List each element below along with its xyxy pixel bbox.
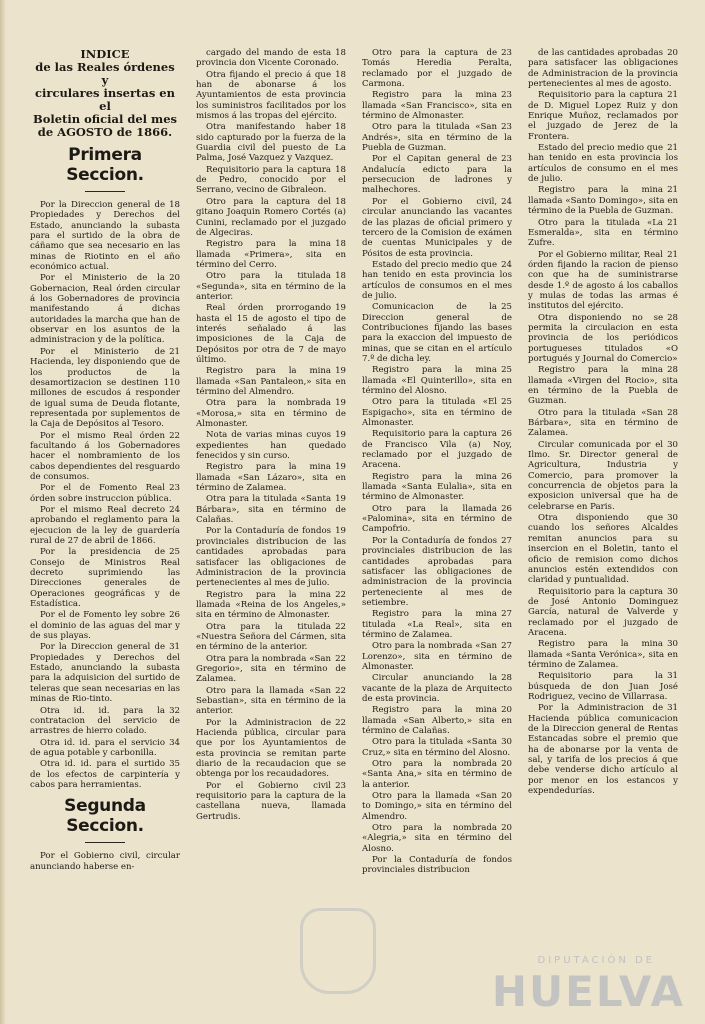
entry-page-number: 31 <box>667 671 678 682</box>
entry-page-number: 23 <box>501 90 512 101</box>
entry-page-number: 22 <box>335 589 346 600</box>
index-entry <box>362 705 512 736</box>
index-entry <box>362 90 512 121</box>
entry-text: Otra id. id. para la contratacion del servicio de arrastres de hierro colado. <box>30 705 180 737</box>
entry-text: Por el Ministerio de Hacienda, ley disponiendo que de los productos de la desamortizacion se destinen 110 millones de escudos á responder de igual suma de Deuda flotante, representada por suplementos de la Caja de Depósitos al Tesoro. <box>30 346 180 430</box>
index-entry <box>196 494 346 525</box>
entry-page-number: 27 <box>501 641 512 652</box>
index-entry <box>196 654 346 685</box>
entry-page-number: 25 <box>501 302 512 313</box>
entry-text: Nota de varias minas cuyos expedientes han quedado fenecidos y sin curso. <box>196 430 346 462</box>
entry-text: Por la Direccion general de Propiedades y Derechos del Estado, anunciando la subasta para la adquisicion del surtido de teleras que sean necesarias en las minas de Rio-tinto. <box>30 642 180 705</box>
index-entry <box>362 673 512 704</box>
index-entry <box>362 791 512 822</box>
heading-line-3: circulares insertas en el <box>35 86 175 113</box>
index-entry <box>30 610 180 641</box>
page-edge <box>0 0 6 1024</box>
index-entry <box>362 154 512 195</box>
entry-text: Registro para la mina titulada «La Real», sita en término de Zalamea. <box>362 609 512 640</box>
entry-text: Por el mismo Real decreto aprobando el reglamento para la ejecucion de la ley de guardería rural de 27 de abril de 1866. <box>30 504 180 546</box>
entry-page-number: 25 <box>501 365 512 376</box>
entry-text: cargado del mando de esta provincia don Vicente Coronado. <box>196 48 339 69</box>
entry-text: Otro para la titulada «El Espigacho», sita en término de Almonaster. <box>362 397 512 429</box>
entry-page-number: 21 <box>667 185 678 196</box>
entries-col1-segunda <box>30 851 180 872</box>
entry-text: Otro para la titulada «San Bárbara», sita en término de Zalamea. <box>528 407 678 439</box>
entry-page-number: 23 <box>169 483 180 494</box>
entry-page-number: 18 <box>335 122 346 133</box>
watermark-subtitle: DIPUTACIÓN DE <box>537 955 655 966</box>
entry-page-number: 28 <box>667 365 678 376</box>
entry-page-number: 27 <box>501 609 512 620</box>
entry-page-number: 18 <box>335 239 346 250</box>
index-entry <box>196 462 346 493</box>
index-entry <box>362 302 512 364</box>
index-entry <box>362 472 512 503</box>
entries-col1-primera <box>30 200 180 790</box>
entry-text: Por el Gobierno civil, circular anunciando haberse en- <box>30 851 180 872</box>
entry-page-number: 21 <box>667 143 678 154</box>
index-entry <box>362 365 512 396</box>
index-entry <box>30 642 180 704</box>
index-entry <box>30 273 180 345</box>
index-entry <box>196 686 346 717</box>
entry-text: Por el Gobierno militar, Real órden fijando la racion de pienso con que ha de suministrarse desde 1.º de agosto á los caballos y mulas de todas las armas é institutos del ejército. <box>528 249 678 312</box>
entry-text: Por el de Fomento Real órden sobre instruccion pública. <box>30 483 172 504</box>
index-entry <box>30 706 180 737</box>
index-entry <box>30 483 180 504</box>
entry-page-number: 22 <box>335 653 346 664</box>
index-entry <box>528 703 678 796</box>
entry-page-number: 18 <box>335 69 346 80</box>
entry-page-number: 19 <box>335 494 346 505</box>
heading-line-2: de las Reales órdenes y <box>35 60 175 87</box>
index-entry <box>362 536 512 608</box>
entry-text: Otro para la titulada «La Esmeralda», sita en término Zufre. <box>528 217 678 249</box>
entry-page-number: 28 <box>501 673 512 684</box>
entry-page-number: 25 <box>169 547 180 558</box>
index-entry <box>196 526 346 588</box>
index-entry <box>528 250 678 312</box>
entry-text: Por el Capitan general de Andalucía edicto para la persecucion de ladrones y malhechores. <box>362 154 512 196</box>
index-entry <box>196 366 346 397</box>
entry-text: Estado del precio medio que han tenido en esta provincia los artículos de consumo en el mes de julio. <box>528 143 678 185</box>
index-entry <box>196 590 346 621</box>
index-entry <box>528 365 678 406</box>
index-entry <box>362 504 512 535</box>
index-entry <box>30 759 180 790</box>
entries-col4 <box>528 48 678 796</box>
entry-text: Otra id. id. para el surtido de los efectos de carpintería y cabos para herramientas. <box>30 759 180 790</box>
heading-line-1: INDICE <box>80 47 130 61</box>
entry-page-number: 19 <box>335 398 346 409</box>
entry-text: Requisitorio para la búsqueda de don Juan José Rodriguez, vecino de Villarrasa. <box>528 671 678 702</box>
index-entry <box>362 197 512 259</box>
entry-page-number: 20 <box>667 48 678 58</box>
column-2 <box>196 48 346 823</box>
entry-page-number: 20 <box>501 791 512 802</box>
entry-page-number: 30 <box>501 737 512 748</box>
entry-page-number: 18 <box>169 200 180 210</box>
column-4 <box>528 48 678 797</box>
index-entry <box>196 197 346 238</box>
index-entry <box>362 122 512 153</box>
entry-page-number: 19 <box>335 462 346 473</box>
entry-text: Otro para la titulada «Segunda», sita en término de la anterior. <box>196 271 346 302</box>
entry-page-number: 30 <box>667 513 678 524</box>
entry-page-number: 21 <box>169 346 180 357</box>
index-page <box>22 40 690 1010</box>
entry-page-number: 24 <box>501 259 512 270</box>
entry-text: Requisitorio para la captura de D. Miguel Lopez Ruiz y don Enrique Muñoz, reclamados por el juzgado de Jerez de la Frontera. <box>528 90 678 142</box>
entry-text: Otra para la titulada «Santa Bárbara», sita en término de Calañas. <box>196 494 346 526</box>
entry-text: Otra id. id. para el servicio de agua potable y carbonilla. <box>30 737 166 758</box>
entry-page-number: 19 <box>335 526 346 537</box>
entry-page-number: 18 <box>335 196 346 207</box>
entry-page-number: 23 <box>501 122 512 133</box>
index-heading <box>30 48 180 139</box>
entry-text: Otra fijando el precio á que han de abonarse á los Ayuntamientos de esta provincia los suministros facilitados por los mismos á las tropas del ejército. <box>196 69 346 122</box>
index-entry <box>196 48 346 69</box>
entry-text: Registro para la mina llamada «Santo Domingo», sita en término de la Puebla de Guzman. <box>528 185 678 217</box>
entry-page-number: 31 <box>667 703 678 714</box>
divider <box>85 842 125 843</box>
index-entry <box>196 239 346 270</box>
entry-text: Registro para la mina llamada «El Quinterillo», sita en término del Alosno. <box>362 365 512 396</box>
entry-text: Registro para la mina llamada «Santa Verónica», sita en término de Zalamea. <box>528 639 678 670</box>
entry-text: de las cantidades aprobadas para satisfacer las obligaciones de Administracion de la provincia pertenecientes al mes de agosto. <box>528 48 678 90</box>
entry-page-number: 22 <box>335 621 346 632</box>
index-entry <box>30 547 180 609</box>
section-title-segunda: Segunda Seccion. <box>64 796 146 837</box>
entry-text: Estado del precio medio que han tenido en esta provincia los artículos de consumos en el mes de julio. <box>362 259 512 301</box>
entry-page-number: 18 <box>335 164 346 175</box>
entry-page-number: 25 <box>501 397 512 408</box>
entry-page-number: 20 <box>169 273 180 284</box>
entry-page-number: 26 <box>501 429 512 440</box>
entry-page-number: 26 <box>501 471 512 482</box>
entries-col3 <box>362 48 512 876</box>
entry-text: Circular anunciando la vacante de la plaza de Arquitecto de esta provincia. <box>362 673 512 704</box>
entry-page-number: 23 <box>501 48 512 58</box>
entry-text: Otro para la nombrada «Santa Ana,» sita en término de la anterior. <box>362 759 512 790</box>
index-entry <box>196 271 346 302</box>
index-entry <box>30 431 180 483</box>
index-entry <box>362 641 512 672</box>
index-entry <box>528 671 678 702</box>
index-entry <box>362 759 512 790</box>
index-entry <box>528 48 678 89</box>
entry-page-number: 22 <box>169 430 180 441</box>
index-entry <box>196 122 346 163</box>
entry-text: Por la Administracion de Hacienda pública comunicacion de la Direccion general de Rentas Estancadas sobre el premio que ha de abonarse por la venta de sal, y tarifa de los precios á que debe venderse dicho artículo al por menor en los estancos y expendedurías. <box>528 703 678 797</box>
entry-text: Registro para la mina llamada «San Pantaleon,» sita en término del Almendro. <box>196 366 346 397</box>
index-entry <box>528 513 678 585</box>
entry-text: Por la Contaduría de fondos provinciales distribucion <box>362 855 512 876</box>
index-entry <box>362 48 512 89</box>
entry-page-number: 32 <box>169 705 180 716</box>
entry-page-number: 24 <box>169 504 180 515</box>
entry-text: Otro para la captura de Tomás Heredia Peralta, reclamado por el juzgado de Carmona. <box>362 48 512 90</box>
entry-text: Otra para la nombrada «San Gregorio», sita en término de Zalamea. <box>196 653 346 685</box>
entry-text: Por la Administracion de Hacienda pública, circular para que por los Ayuntamientos de esta provincia se remitan parte diario de la recaudacion que se obtenga por los recaudadores. <box>196 717 346 780</box>
entry-text: Comunicacion de la Direccion general de Contribuciones fijando las bases para la exaccion del impuesto de minas, que se citan en el artículo 7.º de dicha ley. <box>362 302 512 364</box>
index-entry <box>196 430 346 461</box>
index-entry <box>196 70 346 122</box>
entry-text: Registro para la mina llamada «Primera», sita en término del Cerro. <box>196 239 346 270</box>
entry-page-number: 31 <box>169 642 180 653</box>
entry-text: Por la Direccion general de Propiedades y Derechos del Estado, anunciando la subasta para el surtido de la obra de cáñamo que sea necesario en las minas de Riotinto en el año económico actual. <box>30 200 180 273</box>
section-title-primera: Primera Seccion. <box>66 145 144 185</box>
entry-page-number: 21 <box>667 217 678 228</box>
entry-text: Otro para la llamada «San Sebastian», sita en término de la anterior. <box>196 685 346 717</box>
entry-page-number: 28 <box>667 312 678 323</box>
entry-page-number: 23 <box>501 154 512 165</box>
index-entry <box>30 200 180 272</box>
index-entry <box>528 218 678 249</box>
entry-text: Por el de Fomento ley sobre el dominio de las aguas del mar y de sus playas. <box>30 610 180 642</box>
entry-text: Otro para la llamada «Palomina», sita en término de Campofrio. <box>362 503 512 535</box>
index-entry <box>528 185 678 216</box>
entry-page-number: 26 <box>169 610 180 621</box>
entry-text: Registro para la mina llamada «Reina de los Angeles,» sita en término de Almonaster. <box>196 589 346 621</box>
index-entry <box>30 347 180 430</box>
entry-page-number: 18 <box>335 48 346 58</box>
index-entry <box>528 440 678 512</box>
entry-text: Por el mismo Real órden facultando á los Gobernadores hacer el nombramiento de los cabos dependientes del resguardo de consumos. <box>30 430 180 482</box>
entry-text: Otro para la nombrada «Alegria,» sita en término del Alosno. <box>362 823 512 854</box>
index-entry <box>362 737 512 758</box>
column-3 <box>362 48 512 877</box>
entry-page-number: 30 <box>667 639 678 650</box>
entry-text: Registro para la mina llamada «Santa Eulalia», sita en término de Almonaster. <box>362 471 512 503</box>
entry-page-number: 34 <box>169 737 180 748</box>
entry-page-number: 30 <box>667 439 678 450</box>
index-entry <box>362 397 512 428</box>
index-entry <box>528 313 678 365</box>
heading-line-5: de AGOSTO de 1866. <box>37 125 173 139</box>
index-entry <box>528 639 678 670</box>
index-entry <box>196 622 346 653</box>
entry-text: Otro para la nombrada «San Lorenzo», sita en término de Almonaster. <box>362 641 512 672</box>
index-entry <box>196 718 346 780</box>
entry-text: Otro para la titulada «San Andrés», sita en término de la Puebla de Guzman. <box>362 122 512 154</box>
index-entry <box>362 260 512 301</box>
entry-page-number: 22 <box>335 717 346 728</box>
entry-text: Otro para la llamada «San to Domingo,» sita en término del Almendro. <box>362 791 512 822</box>
heading-line-4: Boletin oficial del mes <box>32 112 178 126</box>
entry-page-number: 27 <box>501 535 512 546</box>
entry-page-number: 23 <box>335 780 346 791</box>
index-entry <box>196 165 346 196</box>
entry-page-number: 20 <box>501 759 512 770</box>
index-entry <box>528 587 678 639</box>
entry-page-number: 19 <box>335 430 346 441</box>
entry-text: Otra para la titulada «Nuestra Señora del Cármen, sita en término de la anterior. <box>196 621 346 653</box>
index-entry <box>196 398 346 429</box>
entry-text: Por el Gobierno civil requisitorio para la captura de la castellana nueva, llamada Gertrudis. <box>196 780 346 822</box>
column-1 <box>30 48 180 873</box>
entry-text: Otra manifestando haber sido capturado por la fuerza de la Guardia civil del puesto de La Palma, José Vazquez y Vazquez. <box>196 122 346 164</box>
index-entry <box>362 823 512 854</box>
entry-page-number: 20 <box>501 823 512 834</box>
entry-page-number: 19 <box>335 303 346 314</box>
index-entry <box>30 738 180 759</box>
index-entry <box>30 505 180 546</box>
entry-page-number: 24 <box>501 196 512 207</box>
watermark-seal <box>300 908 376 994</box>
entry-page-number: 19 <box>335 366 346 377</box>
index-entry <box>528 90 678 142</box>
index-entry <box>362 855 512 876</box>
entry-text: Circular comunicada por el Ilmo. Sr. Director general de Agricultura, Industria y Comercio, para promover la concurrencia de objetos para la exposicion universal que ha de celebrarse en Paris. <box>528 439 678 512</box>
entry-page-number: 35 <box>169 759 180 770</box>
index-entry <box>528 143 678 184</box>
entry-page-number: 21 <box>667 90 678 101</box>
entry-text: Por el Ministerio de la Gobernacion, Real órden circular á los Gobernadores de provincia manifestando á dichas autoridades la marcha que han de observar en los asuntos de la administracion y de la política. <box>30 273 180 346</box>
entry-text: Por la Contaduría de fondos provinciales distribucion de las cantidades aprobadas para satisfacer las obligaciones de administracion de la provincia perteneciente al mes de setiembre. <box>362 535 512 608</box>
index-entry <box>30 851 180 872</box>
entry-text: Real órden prorrogando hasta el 15 de agosto el tipo de interés señalado á las imposiciones de la Caja de Depósitos por otra de 7 de mayo último. <box>196 303 346 365</box>
index-entry <box>362 429 512 470</box>
entry-text: Registro para la mina llamada «San Lázaro», sita en término de Zalamea. <box>196 462 346 494</box>
index-entry <box>362 609 512 640</box>
entry-page-number: 28 <box>667 407 678 418</box>
entry-page-number: 21 <box>667 249 678 260</box>
entry-text: Por la Contaduría de fondos provinciales distribucion de las cantidades aprobadas para satisfacer las obligaciones de Administracion de la provincia pertenecientes al mes de julio. <box>196 526 346 589</box>
entry-text: Por la presidencia de Consejo de Ministros Real decreto suprimiendo las Direcciones generales de Operaciones geográficas y de Estadística. <box>30 547 180 610</box>
entry-text: Registro para la mina llamada «San Alberto,» sita en término de Calañas. <box>362 705 512 736</box>
entry-text: Requisitorio para la captura de José Antonio Dominguez García, natural de Valverde y reclamado por el juzgado de Aracena. <box>528 586 678 638</box>
entry-text: Otra para la nombrada «Morosa,» sita en término de Almonaster. <box>196 398 346 430</box>
entry-text: Registro para la mina llamada «Virgen del Rocio», sita en término de la Puebla de Guzman. <box>528 365 678 407</box>
divider <box>85 191 125 192</box>
entry-text: Requisitorio para la captura de Pedro, conocido por el Serrano, vecino de Gibraleon. <box>196 164 346 196</box>
entry-page-number: 30 <box>667 586 678 597</box>
entry-text: Otro para la titulada «Santa Cruz,» sita en término del Alosno. <box>362 737 511 758</box>
entry-text: Requisitorio para la captura de Francisco Vila (a) Noy, reclamado por el juzgado de Aracena. <box>362 429 512 471</box>
entries-col2 <box>196 48 346 822</box>
entry-page-number: 22 <box>335 685 346 696</box>
entry-page-number: 26 <box>501 503 512 514</box>
index-entry <box>196 781 346 822</box>
entry-text: Otro para la captura del gitano Joaquin Romero Cortés (a) Cunini, reclamado por el juzgado de Algeciras. <box>196 196 346 238</box>
index-entry <box>196 303 346 365</box>
entry-text: Registro para la mina llamada «San Francisco», sita en término de Almonaster. <box>362 90 512 122</box>
index-entry <box>528 408 678 439</box>
watermark-logo: HUELVA <box>491 967 685 1016</box>
entry-text: Otra disponiendo no se permita la circulacion en esta provincia de los periódicos portugueses titulados «O portugués y Journal do Comercio» <box>528 312 678 364</box>
entry-text: Otra disponiendo que cuando los señores Alcaldes remitan anuncios para su insercion en el Boletin, tanto el oficio de remision como dichos anuncios estén extendidos con claridad y puntualidad. <box>528 513 678 586</box>
entry-text: Por el Gobierno civil, circular anunciando las vacantes de las plazas de oficial primero y tercero de la Comision de exámen de cuentas Municipales y de Pósitos de esta provincia. <box>362 196 512 259</box>
entry-page-number: 18 <box>335 271 346 282</box>
entry-page-number: 20 <box>501 705 512 716</box>
